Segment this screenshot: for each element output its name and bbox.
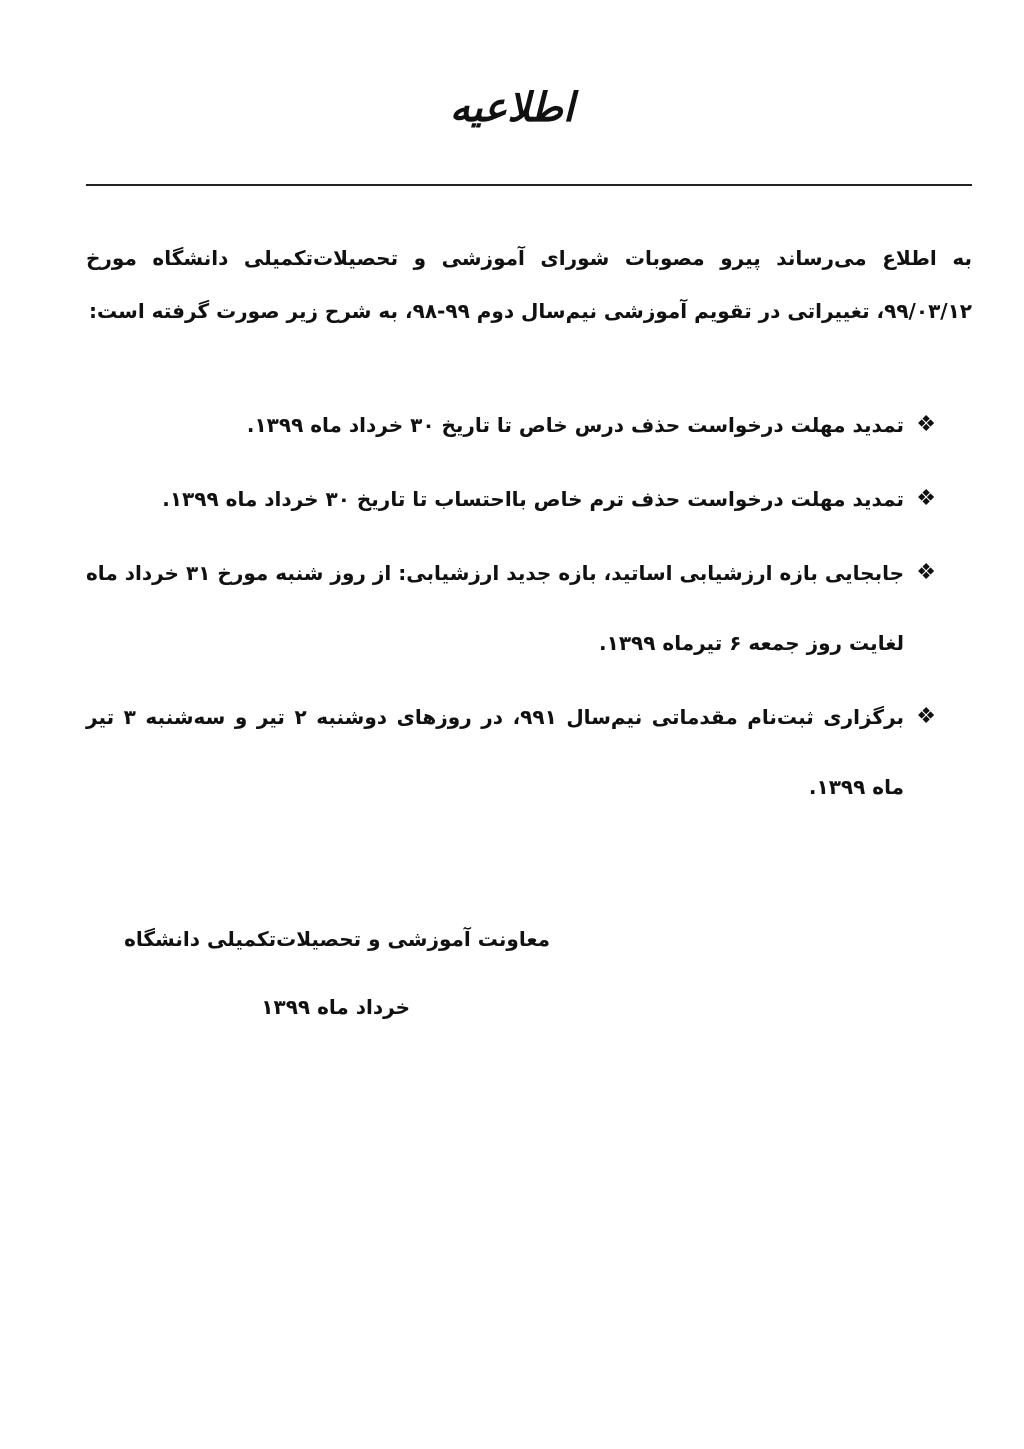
list-item-text: تمدید مهلت درخواست حذف درس خاص تا تاریخ ۳۰ خرداد ماه ۱۳۹۹. <box>246 413 904 437</box>
diamond-bullet-icon: ❖ <box>916 486 936 511</box>
diamond-bullet-icon: ❖ <box>916 560 936 585</box>
diamond-bullet-icon: ❖ <box>916 704 936 729</box>
list-item <box>86 538 936 678</box>
list-item-text: برگزاری ثبت‌نام مقدماتی نیم‌سال ۹۹۱، در روزهای دوشنبه ۲ تیر و سه‌شنبه ۳ تیر ماه ۱۳۹۹. <box>86 705 905 799</box>
list-item-text: تمدید مهلت درخواست حذف ترم خاص بااحتساب تا تاریخ ۳۰ خرداد ماه ۱۳۹۹. <box>162 487 904 511</box>
changes-list <box>86 390 936 826</box>
signature-date: خرداد ماه ۱۳۹۹ <box>261 995 410 1019</box>
signature-office: معاونت آموزشی و تحصیلات‌تکمیلی دانشگاه <box>124 927 550 951</box>
title-divider <box>86 184 972 186</box>
list-item <box>86 390 936 460</box>
list-item <box>86 464 936 534</box>
intro-paragraph: به اطلاع می‌رساند پیرو مصوبات شورای آموزشی و تحصیلات‌تکمیلی دانشگاه مورخ ۹۹/۰۳/۱۲، تغییراتی در تقویم آموزشی نیم‌سال دوم ۹۹-۹۸، به شرح زیر صورت گرفته است: <box>86 246 972 323</box>
diamond-bullet-icon: ❖ <box>916 412 936 437</box>
list-item-text: جابجایی بازه ارزشیابی اساتید، بازه جدید ارزشیابی: از روز شنبه مورخ ۳۱ خرداد ماه لغایت روز جمعه ۶ تیرماه ۱۳۹۹. <box>86 561 904 655</box>
page-title: اطلاعیه <box>449 84 575 131</box>
list-item <box>86 682 936 822</box>
signature-block <box>110 922 550 1024</box>
